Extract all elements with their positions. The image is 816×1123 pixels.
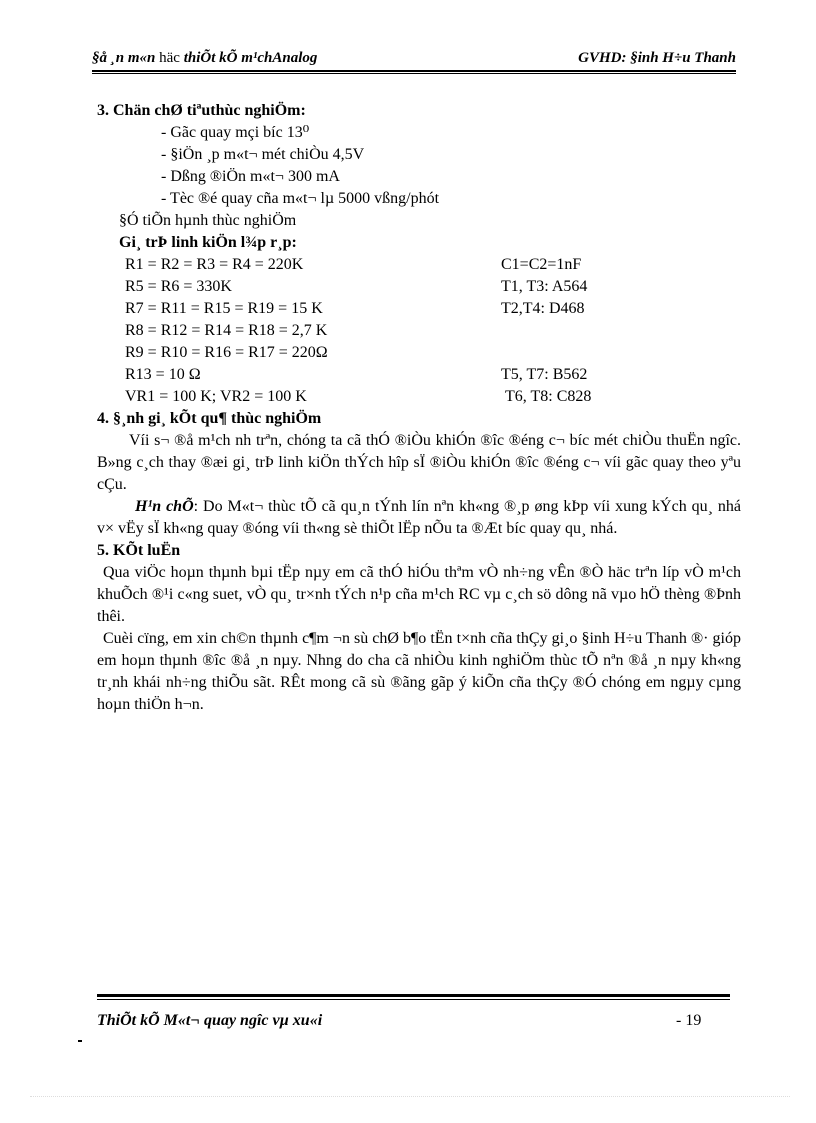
section-4-heading: 4. §¸nh gi¸ kÕt qu¶ thùc nghiÖm xyxy=(97,410,322,427)
page-header xyxy=(92,50,736,72)
spec-bullet: - Gãc quay mçi bíc 13⁰ xyxy=(161,124,310,141)
other-components: T2,T4: D468 xyxy=(501,300,585,317)
footer-rule-thin xyxy=(97,999,730,1000)
limitation-paragraph xyxy=(97,496,741,540)
header-course-title xyxy=(92,50,317,67)
component-values-list xyxy=(125,254,741,408)
header-supervisor: GVHD: §inh H÷u Thanh xyxy=(578,50,736,66)
header-rule-thin xyxy=(92,73,736,74)
component-row xyxy=(125,276,741,298)
other-components: T1, T3: A564 xyxy=(501,278,588,295)
spec-bullet: - §iÖn ¸p m«t¬ mét chiÒu 4,5V xyxy=(161,146,365,163)
experiment-intro: §Ó tiÕn hµnh thùc nghiÖm xyxy=(119,212,297,229)
evaluation-paragraph: Víi s¬ ®å m¹ch nh trªn, chóng ta cã thÓ ®iÒu khiÓn ®îc ®éng c¬ bíc mét chiÒu thuËn ngîc. B»ng c¸ch thay ®æi gi¸ trÞ linh kiÖn thÝch hîp sÏ ®iÒu khiÓn ®îc ®éng c¬ víi gãc quay theo yªu cÇu. xyxy=(97,432,741,493)
conclusion-paragraph: Qua viÖc hoµn thµnh bµi tËp nµy em cã thÓ hiÓu thªm vÒ nh÷ng vÊn ®Ò häc trªn líp vÒ m¹ch khuÕch ®¹i c«ng suet, vÒ qu¸ tr×nh tÝch n¹p cña m¹ch RC vµ c¸ch sö dông nã vµo hÖ thèng ®Þnh thêi. xyxy=(97,564,741,625)
header-title-part-2: häc xyxy=(159,50,180,66)
limitation-text: : Do M«t¬ thùc tÕ cã qu¸n tÝnh lín nªn kh«ng ®¸p øng kÞp víi xung kÝch qu¸ nhá v× vËy sÏ kh«ng quay ®óng víi th«ng sè thiÕt lËp nÕu ta ®Æt bíc quay qu¸ nhá. xyxy=(97,498,741,537)
header-title-part-1: §å ¸n m«n xyxy=(92,50,160,66)
other-components: T6, T8: C828 xyxy=(505,388,592,405)
component-row xyxy=(125,386,741,408)
other-components: T5, T7: B562 xyxy=(501,366,588,383)
component-row xyxy=(125,254,741,276)
header-title-part-3: thiÕt kÕ m¹chAnalog xyxy=(179,50,318,66)
resistor-values: R13 = 10 Ω xyxy=(125,366,201,383)
component-row xyxy=(125,364,741,386)
margin-mark xyxy=(78,1040,82,1042)
resistor-values: R7 = R11 = R15 = R19 = 15 K xyxy=(125,300,323,317)
header-rule xyxy=(92,70,736,72)
resistor-values: R9 = R10 = R16 = R17 = 220Ω xyxy=(125,344,328,361)
page-bottom-dotted-line xyxy=(30,1096,790,1097)
component-row xyxy=(125,320,741,342)
resistor-values: R8 = R12 = R14 = R18 = 2,7 K xyxy=(125,322,328,339)
spec-bullet: - Tèc ®é quay cña m«t¬ lµ 5000 vßng/phót xyxy=(161,190,440,207)
other-components: C1=C2=1nF xyxy=(501,256,582,273)
component-values-heading: Gi¸ trÞ linh kiÖn l¾p r¸p: xyxy=(119,234,297,251)
spec-bullet: - Dßng ®iÖn m«t¬ 300 mA xyxy=(161,168,340,185)
component-row xyxy=(125,342,741,364)
acknowledgement-paragraph: Cuèi cïng, em xin ch©n thµnh c¶m ¬n sù chØ b¶o tËn t×nh cña thÇy gi¸o §inh H÷u Thanh ®· gióp em hoµn thµnh ®îc ®å ¸n nµy. Nhng do cha cã nhiÒu kinh nghiÖm thùc tÕ nªn ®å ¸n nµy kh«ng tr¸nh khái nh÷ng thiÕu sãt. RÊt mong cã sù ®ãng gãp ý kiÕn cña thÇy ®Ó chóng em ngµy cµng hoµn thiÖn h¬n. xyxy=(97,630,741,713)
document-body xyxy=(97,100,741,716)
resistor-values: R1 = R2 = R3 = R4 = 220K xyxy=(125,256,304,273)
resistor-values: VR1 = 100 K; VR2 = 100 K xyxy=(125,388,307,405)
footer-title: ThiÕt kÕ M«t¬ quay ngîc vµ xu«i xyxy=(97,1012,323,1029)
footer-rule xyxy=(97,994,730,997)
limitation-label: H¹n chÕ xyxy=(135,498,194,515)
section-3-heading: 3. Chän chØ tiªuthùc nghiÖm: xyxy=(97,102,306,119)
component-row xyxy=(125,298,741,320)
section-5-heading: 5. KÕt luËn xyxy=(97,542,181,559)
resistor-values: R5 = R6 = 330K xyxy=(125,278,232,295)
page-number: - 19 xyxy=(676,1012,702,1029)
